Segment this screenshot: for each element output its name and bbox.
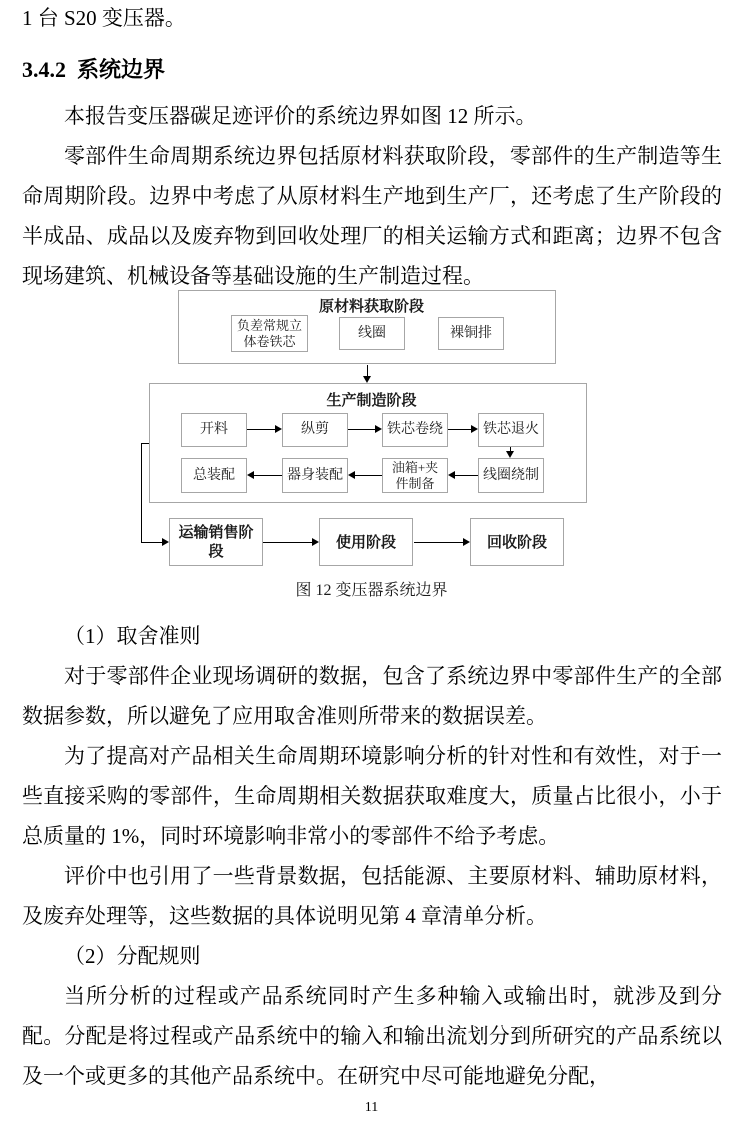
paragraph-intro: 本报告变压器碳足迹评价的系统边界如图 12 所示。: [64, 104, 537, 128]
box-tank-clamp-preparation: 油箱+夹件制备: [382, 458, 448, 493]
arrow-tank-bodyassembly-line: [355, 475, 382, 476]
system-boundary-figure: [0, 287, 743, 572]
box-coil: 线圈: [339, 317, 405, 350]
box-body-assembly: 器身装配: [282, 458, 348, 493]
paragraph-cutoff-2: 为了提高对产品相关生命周期环境影响分析的针对性和有效性，对于一些直接采购的零部件，生命周期相关数据获取难度大，质量占比很小，小于总质量的 1%，同时环境影响非常小的零部件不给予考虑。: [22, 744, 722, 848]
connector-head-icon: [162, 538, 169, 546]
page-number: 11: [364, 1100, 379, 1115]
box-wound-core: 负差常规立体卷铁芯: [231, 315, 308, 352]
arrow-use-recycling-head-icon: [463, 538, 470, 546]
arrow-coilwinding-tank-head-icon: [448, 471, 455, 479]
box-final-assembly: 总装配: [181, 458, 247, 493]
paragraph-boundary: 零部件生命周期系统边界包括原材料获取阶段，零部件的生产制造等生命周期阶段。边界中考虑了从原材料生产地到生产厂，还考虑了生产阶段的半成品、成品以及废弃物到回收处理厂的相关运输方式和距离；边界不包含现场建筑、机械设备等基础设施的生产制造过程。: [22, 144, 722, 288]
arrow-transport-use-head-icon: [312, 538, 319, 546]
box-recycling-stage: 回收阶段: [470, 518, 564, 566]
arrow-slitting-corewinding-line: [348, 429, 375, 430]
box-cutting: 开料: [181, 413, 247, 447]
arrow-tank-bodyassembly-head-icon: [348, 471, 355, 479]
box-use-stage: 使用阶段: [319, 518, 413, 566]
text-before-figure: [22, 96, 722, 296]
paragraph-cutoff-1: 对于零部件企业现场调研的数据，包含了系统边界中零部件生产的全部数据参数，所以避免了应用取舍准则所带来的数据误差。: [22, 664, 722, 728]
box-slitting: 纵剪: [282, 413, 348, 447]
box-coil-winding: 线圈绕制: [478, 458, 544, 493]
manufacturing-stage-title: 生产制造阶段: [326, 392, 417, 409]
arrow-stage1-stage2-head-icon: [363, 376, 371, 383]
item2-heading: （2）分配规则: [64, 944, 201, 968]
arrow-corewinding-annealing-line: [448, 429, 471, 430]
arrow-bodyassembly-finalassembly-head-icon: [247, 471, 254, 479]
paragraph-background-data: 评价中也引用了一些背景数据，包括能源、主要原材料、辅助原材料，及废弃处理等，这些数据的具体说明见第 4 章清单分析。: [22, 864, 722, 928]
arrow-coilwinding-tank-line: [455, 475, 478, 476]
paragraph-allocation: 当所分析的过程或产品系统同时产生多种输入或输出时，就涉及到分配。分配是将过程或产品系统中的输入和输出流划分到所研究的产品系统以及一个或更多的其他产品系统中。在研究中尽可能地避免分配，: [22, 984, 722, 1088]
arrow-annealing-coilwinding-head-icon: [506, 451, 514, 458]
arrow-corewinding-annealing-head-icon: [471, 425, 478, 433]
arrow-bodyassembly-finalassembly-line: [254, 475, 282, 476]
box-bare-copper-bar: 裸铜排: [438, 317, 504, 350]
raw-material-stage-title: 原材料获取阶段: [318, 298, 424, 315]
connector-vertical-line: [141, 443, 142, 542]
section-heading: 3.4.2 系统边界: [22, 57, 166, 82]
box-core-annealing: 铁芯退火: [478, 413, 544, 447]
arrow-cutting-slitting-line: [247, 429, 275, 430]
intro-line: 1 台 S20 变压器。: [22, 6, 186, 30]
item1-heading: （1）取舍准则: [64, 624, 201, 648]
arrow-transport-use-line: [263, 542, 312, 543]
text-after-figure: [22, 616, 722, 1096]
arrow-cutting-slitting-head-icon: [275, 425, 282, 433]
box-core-winding: 铁芯卷绕: [382, 413, 448, 447]
figure-caption: 图 12 变压器系统边界: [295, 582, 448, 599]
box-transport-sales-stage: 运输销售阶段: [169, 518, 263, 566]
arrow-slitting-corewinding-head-icon: [375, 425, 382, 433]
arrow-use-recycling-line: [414, 542, 463, 543]
connector-exit-stub-line: [141, 443, 149, 444]
connector-horizontal-line: [141, 542, 162, 543]
